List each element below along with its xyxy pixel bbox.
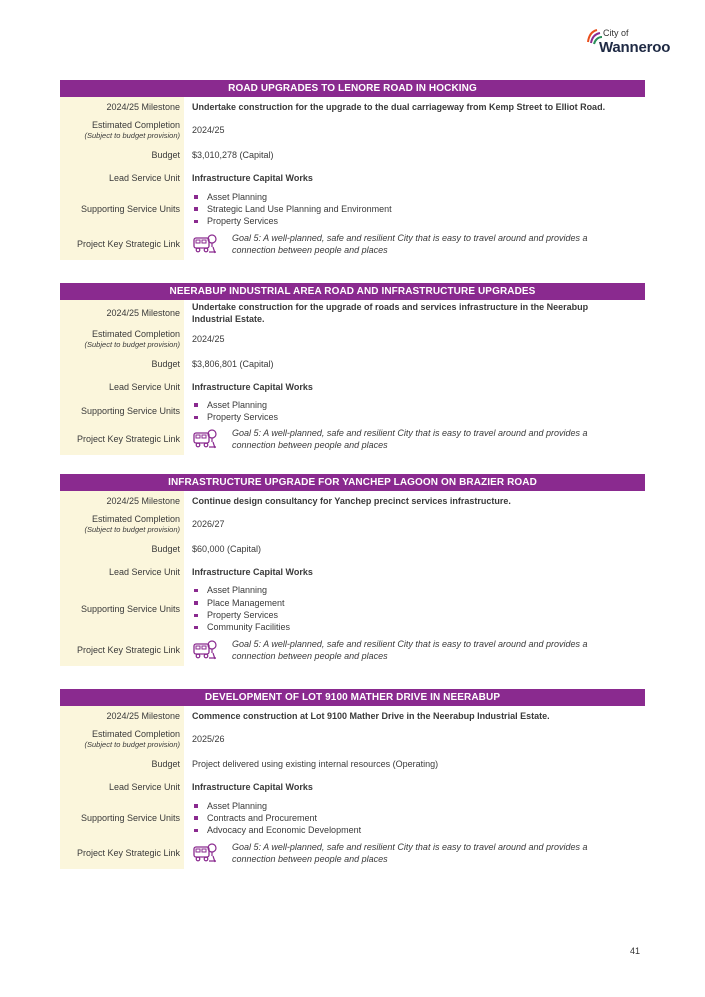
estimated-label-text: Estimated Completion bbox=[91, 329, 180, 339]
section-title: INFRASTRUCTURE UPGRADE FOR YANCHEP LAGOON ON BRAZIER ROAD bbox=[60, 474, 645, 491]
supporting-value bbox=[184, 584, 645, 634]
supporting-value bbox=[184, 190, 645, 228]
lead-value: Infrastructure Capital Works bbox=[192, 381, 313, 392]
estimated-label bbox=[60, 510, 184, 538]
budget-value: $3,010,278 (Capital) bbox=[192, 149, 274, 160]
estimated-label-text: Estimated Completion bbox=[91, 729, 180, 739]
milestone-value: Commence construction at Lot 9100 Mather Drive in the Neerabup Industrial Estate. bbox=[192, 710, 550, 721]
completion-value: 2026/27 bbox=[192, 519, 225, 529]
milestone-value: Continue design consultancy for Yanchep precinct services infrastructure. bbox=[192, 495, 511, 506]
budget-value: Project delivered using existing internal resources (Operating) bbox=[192, 758, 439, 769]
budget-value: $3,806,801 (Capital) bbox=[192, 358, 274, 369]
estimated-label-sub: (Subject to budget provision) bbox=[84, 740, 180, 749]
supporting-value bbox=[184, 799, 645, 837]
budget-label: Budget bbox=[60, 753, 184, 774]
completion-value: 2024/25 bbox=[192, 125, 225, 135]
strategic-label: Project Key Strategic Link bbox=[60, 634, 184, 666]
lead-value: Infrastructure Capital Works bbox=[192, 172, 313, 183]
transport-icon bbox=[192, 639, 218, 661]
lead-label: Lead Service Unit bbox=[60, 165, 184, 190]
section-title: ROAD UPGRADES TO LENORE ROAD IN HOCKING bbox=[60, 80, 645, 97]
strategic-goal-text: Goal 5: A well-planned, safe and resilient City that is easy to travel around and provides a connection between people and places bbox=[232, 428, 588, 450]
list-item: Strategic Land Use Planning and Environment bbox=[192, 203, 645, 215]
list-item: Place Management bbox=[192, 597, 645, 609]
logo-name: Wanneroo bbox=[599, 39, 671, 56]
estimated-label bbox=[60, 325, 184, 353]
strategic-label: Project Key Strategic Link bbox=[60, 837, 184, 869]
page-number: 41 bbox=[630, 946, 641, 956]
budget-label: Budget bbox=[60, 144, 184, 165]
budget-label: Budget bbox=[60, 353, 184, 374]
milestone-value: Undertake construction for the upgrade to the dual carriageway from Kemp Street to Elliot Road. bbox=[192, 101, 606, 112]
list-item: Asset Planning bbox=[192, 399, 645, 411]
strategic-label: Project Key Strategic Link bbox=[60, 423, 184, 455]
milestone-label: 2024/25 Milestone bbox=[60, 300, 184, 325]
estimated-label-sub: (Subject to budget provision) bbox=[84, 131, 180, 140]
city-logo bbox=[585, 28, 675, 64]
strategic-goal-text: Goal 5: A well-planned, safe and resilient City that is easy to travel around and provides a connection between people and places bbox=[232, 842, 588, 864]
list-item: Advocacy and Economic Development bbox=[192, 824, 645, 836]
list-item: Property Services bbox=[192, 411, 645, 423]
completion-value: 2025/26 bbox=[192, 734, 225, 744]
milestone-label: 2024/25 Milestone bbox=[60, 491, 184, 510]
strategic-label: Project Key Strategic Link bbox=[60, 228, 184, 260]
project-section-neerabup-industrial bbox=[60, 283, 645, 455]
transport-icon bbox=[192, 842, 218, 864]
list-item: Asset Planning bbox=[192, 800, 645, 812]
estimated-label bbox=[60, 116, 184, 144]
list-item: Community Facilities bbox=[192, 621, 645, 633]
estimated-label-text: Estimated Completion bbox=[91, 514, 180, 524]
milestone-value: Undertake construction for the upgrade of roads and services infrastructure in the Neerabup Industrial Estate. bbox=[192, 301, 589, 324]
transport-icon bbox=[192, 428, 218, 450]
estimated-label-sub: (Subject to budget provision) bbox=[84, 525, 180, 534]
lead-value: Infrastructure Capital Works bbox=[192, 566, 313, 577]
estimated-label-sub: (Subject to budget provision) bbox=[84, 340, 180, 349]
strategic-goal-text: Goal 5: A well-planned, safe and resilient City that is easy to travel around and provides a connection between people and places bbox=[232, 639, 588, 661]
lead-label: Lead Service Unit bbox=[60, 774, 184, 799]
section-title: NEERABUP INDUSTRIAL AREA ROAD AND INFRASTRUCTURE UPGRADES bbox=[60, 283, 645, 300]
project-section-yanchep-lagoon bbox=[60, 474, 645, 666]
completion-value: 2024/25 bbox=[192, 334, 225, 344]
supporting-label: Supporting Service Units bbox=[60, 399, 184, 423]
estimated-label bbox=[60, 725, 184, 753]
list-item: Asset Planning bbox=[192, 191, 645, 203]
lead-value: Infrastructure Capital Works bbox=[192, 781, 313, 792]
milestone-label: 2024/25 Milestone bbox=[60, 706, 184, 725]
strategic-goal-text: Goal 5: A well-planned, safe and resilient City that is easy to travel around and provides a connection between people and places bbox=[232, 233, 588, 255]
list-item: Property Services bbox=[192, 215, 645, 227]
supporting-label: Supporting Service Units bbox=[60, 799, 184, 837]
supporting-label: Supporting Service Units bbox=[60, 584, 184, 634]
section-title: DEVELOPMENT OF LOT 9100 MATHER DRIVE IN NEERABUP bbox=[60, 689, 645, 706]
budget-label: Budget bbox=[60, 538, 184, 559]
project-section-lot-9100 bbox=[60, 689, 645, 869]
estimated-label-text: Estimated Completion bbox=[91, 120, 180, 130]
list-item: Property Services bbox=[192, 609, 645, 621]
lead-label: Lead Service Unit bbox=[60, 374, 184, 399]
list-item: Contracts and Procurement bbox=[192, 812, 645, 824]
supporting-value bbox=[184, 399, 645, 423]
milestone-label: 2024/25 Milestone bbox=[60, 97, 184, 116]
supporting-label: Supporting Service Units bbox=[60, 190, 184, 228]
project-section-lenore-road bbox=[60, 80, 645, 260]
transport-icon bbox=[192, 233, 218, 255]
budget-value: $60,000 (Capital) bbox=[192, 543, 262, 554]
lead-label: Lead Service Unit bbox=[60, 559, 184, 584]
logo-prefix: City of bbox=[603, 28, 629, 38]
list-item: Asset Planning bbox=[192, 584, 645, 596]
